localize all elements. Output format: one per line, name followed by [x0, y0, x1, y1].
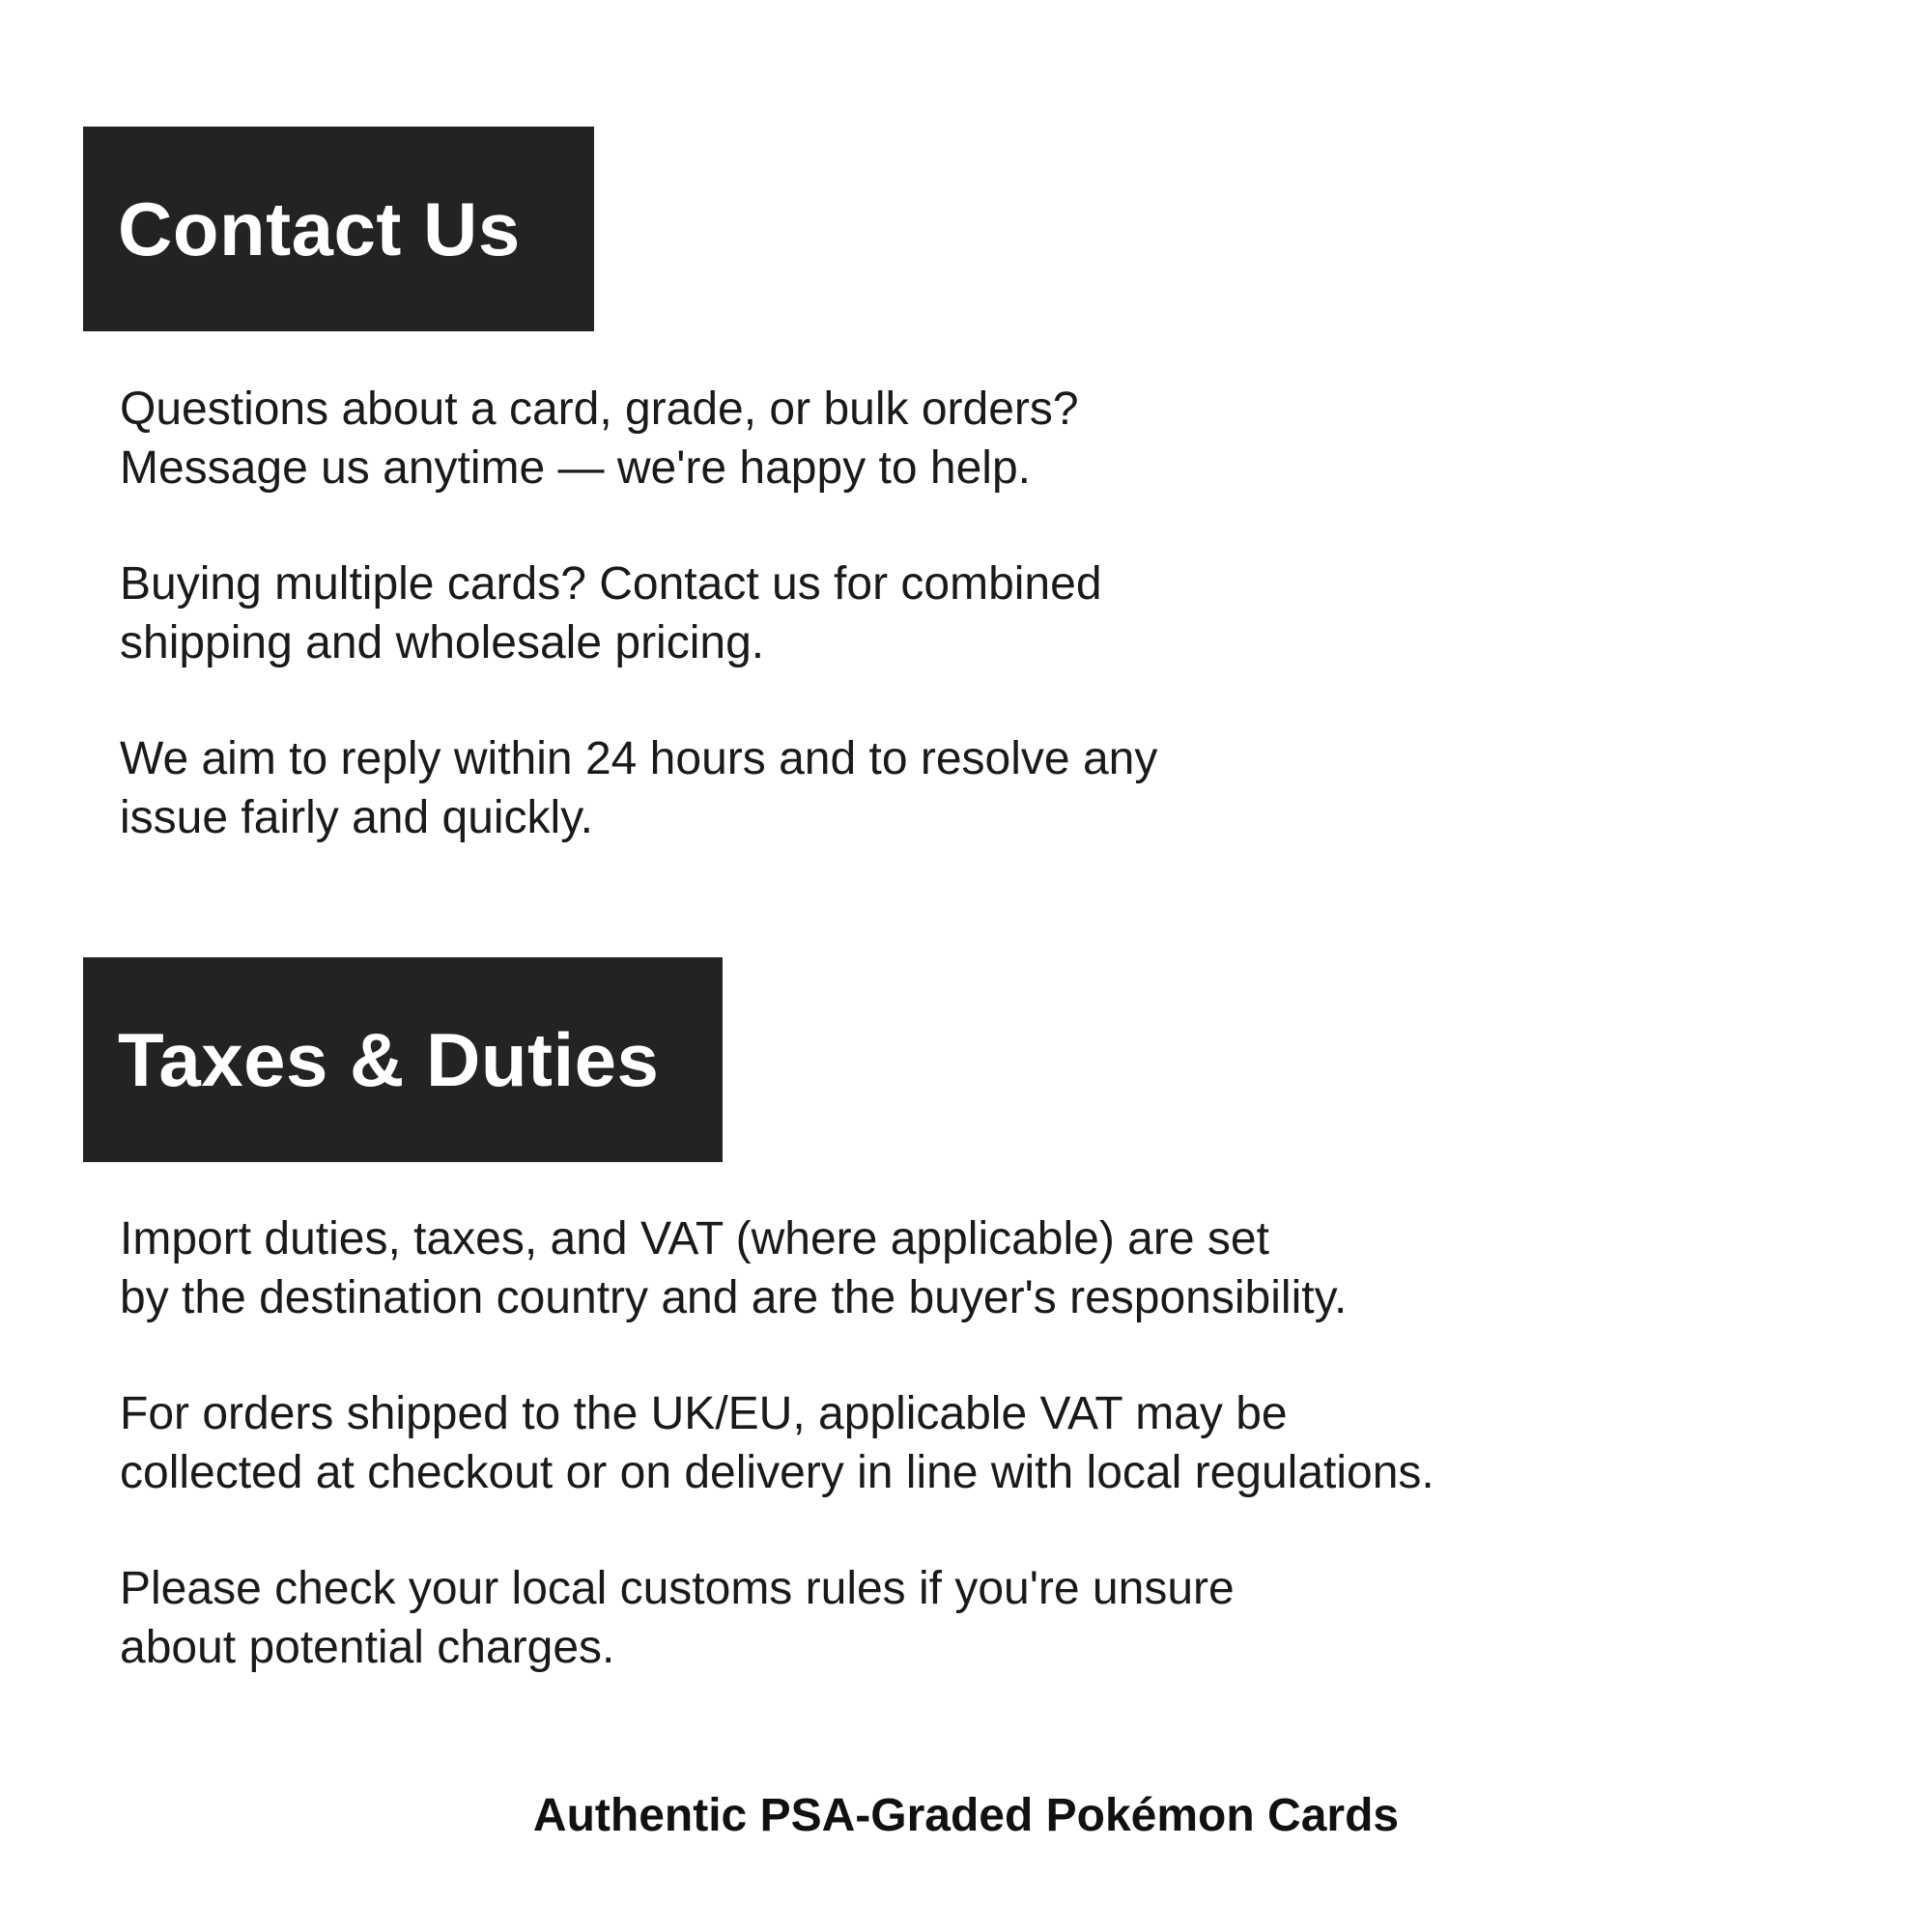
- text-line: by the destination country and are the buyer's responsibility.: [120, 1272, 1348, 1323]
- text-line: Please check your local customs rules if you're unsure: [120, 1563, 1235, 1614]
- contact-paragraph-multiple-cards: [120, 554, 1102, 672]
- text-line: Import duties, taxes, and VAT (where applicable) are set: [120, 1213, 1269, 1264]
- text-line: For orders shipped to the UK/EU, applicable VAT may be: [120, 1388, 1288, 1439]
- footer-tagline: Authentic PSA-Graded Pokémon Cards: [532, 1790, 1400, 1841]
- taxes-paragraph-import-duties: [120, 1209, 1347, 1327]
- text-line: issue fairly and quickly.: [120, 792, 593, 843]
- text-line: Message us anytime — we're happy to help.: [120, 442, 1031, 494]
- taxes-paragraph-customs-rules: [120, 1559, 1235, 1677]
- contact-us-heading: Contact Us: [83, 127, 594, 331]
- text-line: We aim to reply within 24 hours and to resolve any: [120, 733, 1158, 784]
- text-line: Questions about a card, grade, or bulk orders?: [120, 384, 1079, 435]
- contact-paragraph-questions: [120, 380, 1079, 497]
- taxes-duties-heading: Taxes & Duties: [83, 957, 723, 1162]
- contact-paragraph-reply-time: [120, 729, 1157, 847]
- text-line: about potential charges.: [120, 1622, 615, 1673]
- taxes-paragraph-uk-eu-vat: [120, 1384, 1435, 1502]
- text-line: collected at checkout or on delivery in line with local regulations.: [120, 1447, 1435, 1498]
- text-line: shipping and wholesale pricing.: [120, 617, 765, 668]
- text-line: Buying multiple cards? Contact us for combined: [120, 558, 1102, 610]
